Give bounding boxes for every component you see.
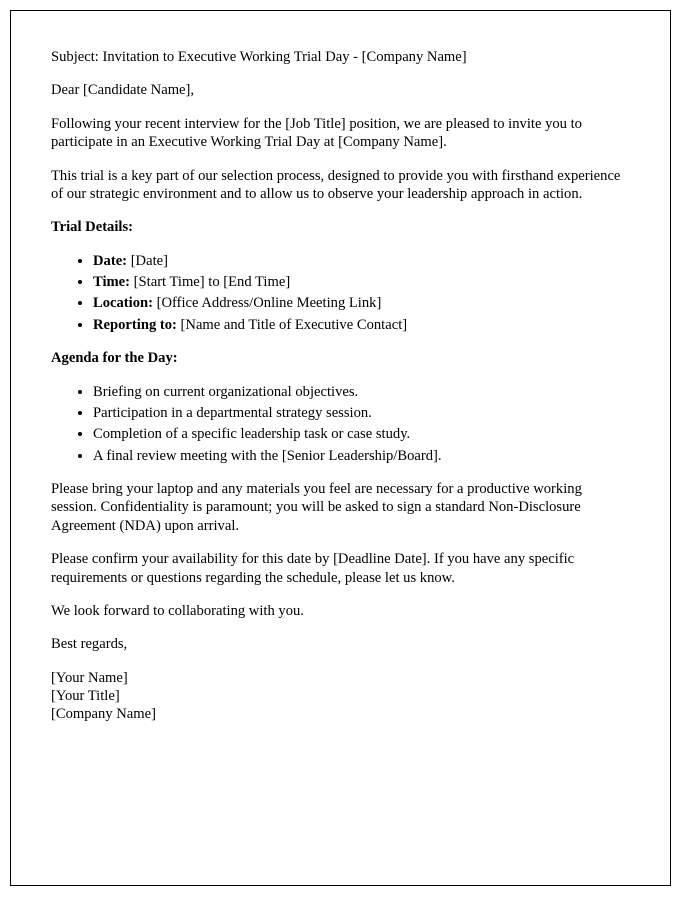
agenda-item: • Completion of a specific leadership task or case study. xyxy=(93,425,630,443)
trial-detail-value: [Start Time] to [End Time] xyxy=(130,274,291,290)
paragraph-intro: Following your recent interview for the [Job Title] position, we are pleased to invite you to participate in an Executive Working Trial Day at [Company Name]. xyxy=(51,115,582,151)
paragraph-logistics: Please bring your laptop and any materials you feel are necessary for a productive working session. Confidentiality is paramount; you will be asked to sign a standard Non-Disclosure Agreement (NDA) upon arrival. xyxy=(51,481,582,534)
signature-company: [Company Name] xyxy=(51,706,156,723)
paragraph-purpose: This trial is a key part of our selection process, designed to provide you with firsthand experience of our strategic environment and to allow us to observe your leadership approach in action. xyxy=(51,167,621,202)
agenda-heading: Agenda for the Day: xyxy=(51,350,178,367)
signature-name: [Your Name] xyxy=(51,669,128,686)
trial-detail-value: [Office Address/Online Meeting Link] xyxy=(153,295,382,312)
subject-line: Subject: Invitation to Executive Working Trial Day - [Company Name] xyxy=(51,49,467,65)
paragraph-confirm: Please confirm your availability for this date by [Deadline Date]. If you have any specific requirements or questions regarding the schedule, please let us know. xyxy=(51,551,575,586)
trial-detail-item-reporting xyxy=(93,316,630,334)
closing: Best regards, xyxy=(51,636,128,653)
agenda-item: • Participation in a departmental strategy session. xyxy=(93,404,630,422)
trial-details-heading: Trial Details: xyxy=(51,219,134,236)
trial-detail-item-location xyxy=(93,294,630,312)
trial-detail-label: Time: xyxy=(93,274,131,290)
signature-title: [Your Title] xyxy=(51,688,120,704)
trial-detail-item-date xyxy=(93,252,630,270)
trial-detail-value: [Date] xyxy=(127,252,168,269)
letter-content xyxy=(11,11,670,724)
agenda-item: • Briefing on current organizational objectives. xyxy=(93,383,630,401)
trial-detail-label: Date: xyxy=(93,252,128,269)
paragraph-lookforward: We look forward to collaborating with you. xyxy=(51,602,304,619)
trial-detail-item-time xyxy=(93,273,630,291)
trial-details-list xyxy=(51,252,630,335)
trial-detail-label: Reporting to: xyxy=(93,316,177,333)
letter-border xyxy=(10,10,671,886)
agenda-list xyxy=(51,383,630,466)
salutation: Dear [Candidate Name], xyxy=(51,82,195,99)
signature-block xyxy=(51,669,630,724)
trial-detail-value: [Name and Title of Executive Contact] xyxy=(176,316,408,333)
trial-detail-label: Location: xyxy=(93,295,153,312)
agenda-item: • A final review meeting with the [Senior Leadership/Board]. xyxy=(93,447,630,465)
